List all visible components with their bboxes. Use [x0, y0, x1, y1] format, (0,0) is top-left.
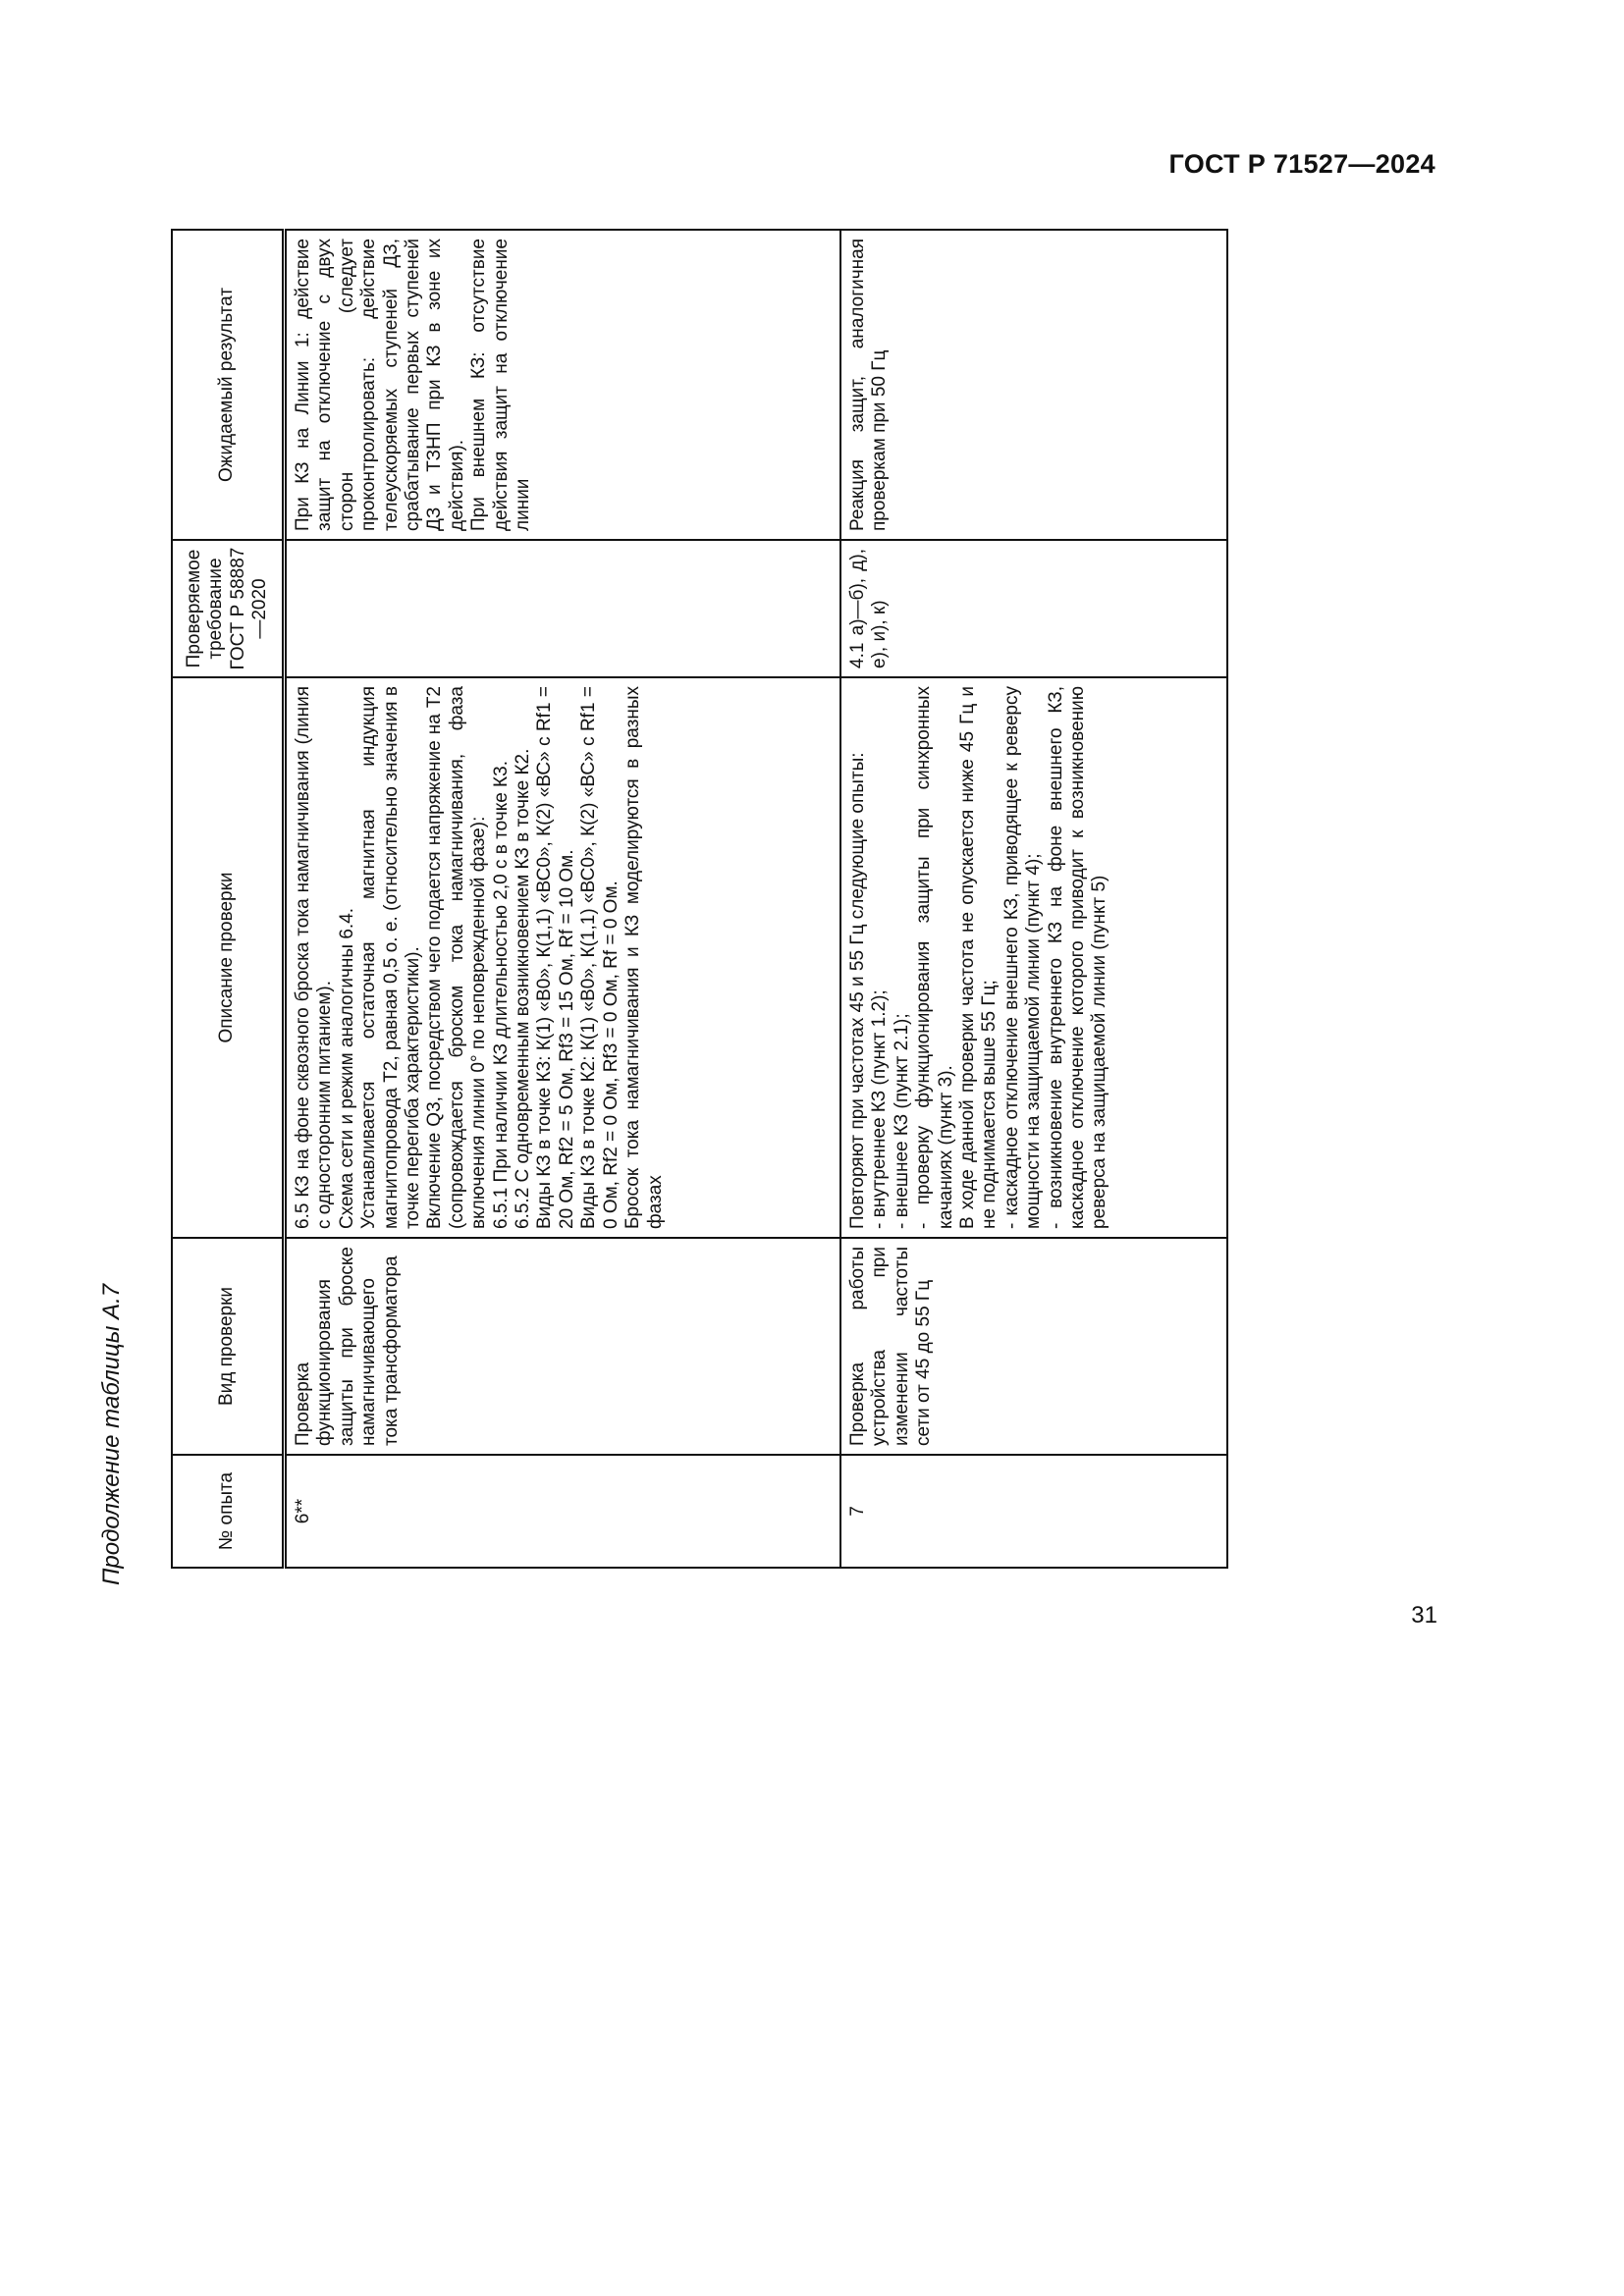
description-line: Схема сети и режим аналогичны 6.4.	[336, 907, 357, 1229]
header-cell-result: Ожидаемый результат	[172, 230, 285, 540]
description-line: 6.5.1 При наличии КЗ длительностью 2,0 с в точке К3.	[490, 761, 512, 1229]
description-line: Включение Q3, посредством чего подается напряжение на Т2 (сопровождается броском тока намагничивания, фаза включения линии 0° по неповрежденной фазе):	[424, 686, 490, 1229]
header-cell-description: Описание проверки	[172, 677, 285, 1238]
expected-result	[840, 230, 1227, 540]
description-line: 6.5.2 С одновременным возникновением КЗ в точке К2.	[513, 748, 534, 1229]
table-caption: Продолжение таблицы А.7	[98, 1283, 125, 1585]
table-row	[840, 230, 1227, 1568]
description-line: Повторяют при частотах 45 и 55 Гц следующие опыты:	[847, 752, 868, 1229]
description-line: Бросок тока намагничивания и КЗ моделируются в разных фазах	[623, 686, 666, 1229]
test-number: 6**	[285, 1455, 841, 1568]
table-row	[285, 230, 841, 1568]
header-cell-type: Вид проверки	[172, 1238, 285, 1455]
result-line: При КЗ на Линии 1: действие защит на отключение с двух сторон (следует проконтролировать: действие телеускоряемых ступеней ДЗ, срабатывание первых ступеней ДЗ и ТЗНП при КЗ в зоне их действия).	[293, 239, 467, 531]
document-code: ГОСТ Р 71527—2024	[1168, 149, 1435, 179]
description-line: - внешнее КЗ (пункт 2.1);	[891, 1013, 912, 1229]
page-number: 31	[1411, 1602, 1437, 1629]
result-line: Реакция защит, аналогичная проверкам при 50 Гц	[847, 239, 891, 531]
test-description	[840, 677, 1227, 1238]
result-line: При внешнем КЗ: отсутствие действия защит на отключение линии	[468, 239, 534, 531]
description-line: - возникновение внутреннего КЗ на фоне внешнего КЗ, каскадное отключение которого приводит к возникновению реверса на защищаемой линии (пункт 5)	[1045, 686, 1110, 1229]
test-number: 7	[840, 1455, 1227, 1568]
description-line: В ходе данной проверки частота не опускается ниже 45 Гц и не поднимается выше 55 Гц;	[957, 686, 1001, 1229]
description-line: Устанавливается остаточная магнитная индукция магнитопровода Т2, равная 0,5 о. е. (относительно значения в точке перегиба характеристики).	[358, 686, 424, 1229]
header-cell-requirement: Проверяемое требование ГОСТ Р 58887—2020	[172, 540, 285, 677]
test-requirement: 4.1 а)—б), д), е), и), к)	[840, 540, 1227, 677]
description-line: 6.5 КЗ на фоне сквозного броска тока намагничивания (линия с односторонним питанием).	[293, 686, 336, 1229]
test-type: Проверка функционирования защиты при броске намагничивающего тока трансформатора	[285, 1238, 841, 1455]
test-requirement	[285, 540, 841, 677]
rotated-table-container	[171, 231, 1222, 1569]
test-table	[171, 229, 1228, 1569]
description-line: - проверку функционирования защиты при синхронных качаниях (пункт 3).	[913, 686, 956, 1229]
description-line: - каскадное отключение внешнего КЗ, приводящее к реверсу мощности на защищаемой линии (пункт 4);	[1001, 686, 1045, 1229]
description-line: - внутреннее КЗ (пункт 1.2);	[869, 989, 891, 1229]
header-cell-number: № опыта	[172, 1455, 285, 1568]
expected-result	[285, 230, 841, 540]
test-type: Проверка работы устройства при изменении частоты сети от 45 до 55 Гц	[840, 1238, 1227, 1455]
description-line: Виды КЗ в точке К2: К(1) «В0», К(1,1) «ВС0», К(2) «ВС» с Rf1 = 0 Ом, Rf2 = 0 Ом, Rf3 = 0 Ом, Rf = 0 Ом.	[578, 686, 622, 1229]
test-description	[285, 677, 841, 1238]
description-line: Виды КЗ в точке К3: К(1) «В0», К(1,1) «ВС0», К(2) «ВС» с Rf1 = 20 Ом, Rf2 = 5 Ом, Rf3 = 15 Ом, Rf = 10 Ом.	[534, 686, 577, 1229]
table-header-row	[172, 230, 285, 1568]
